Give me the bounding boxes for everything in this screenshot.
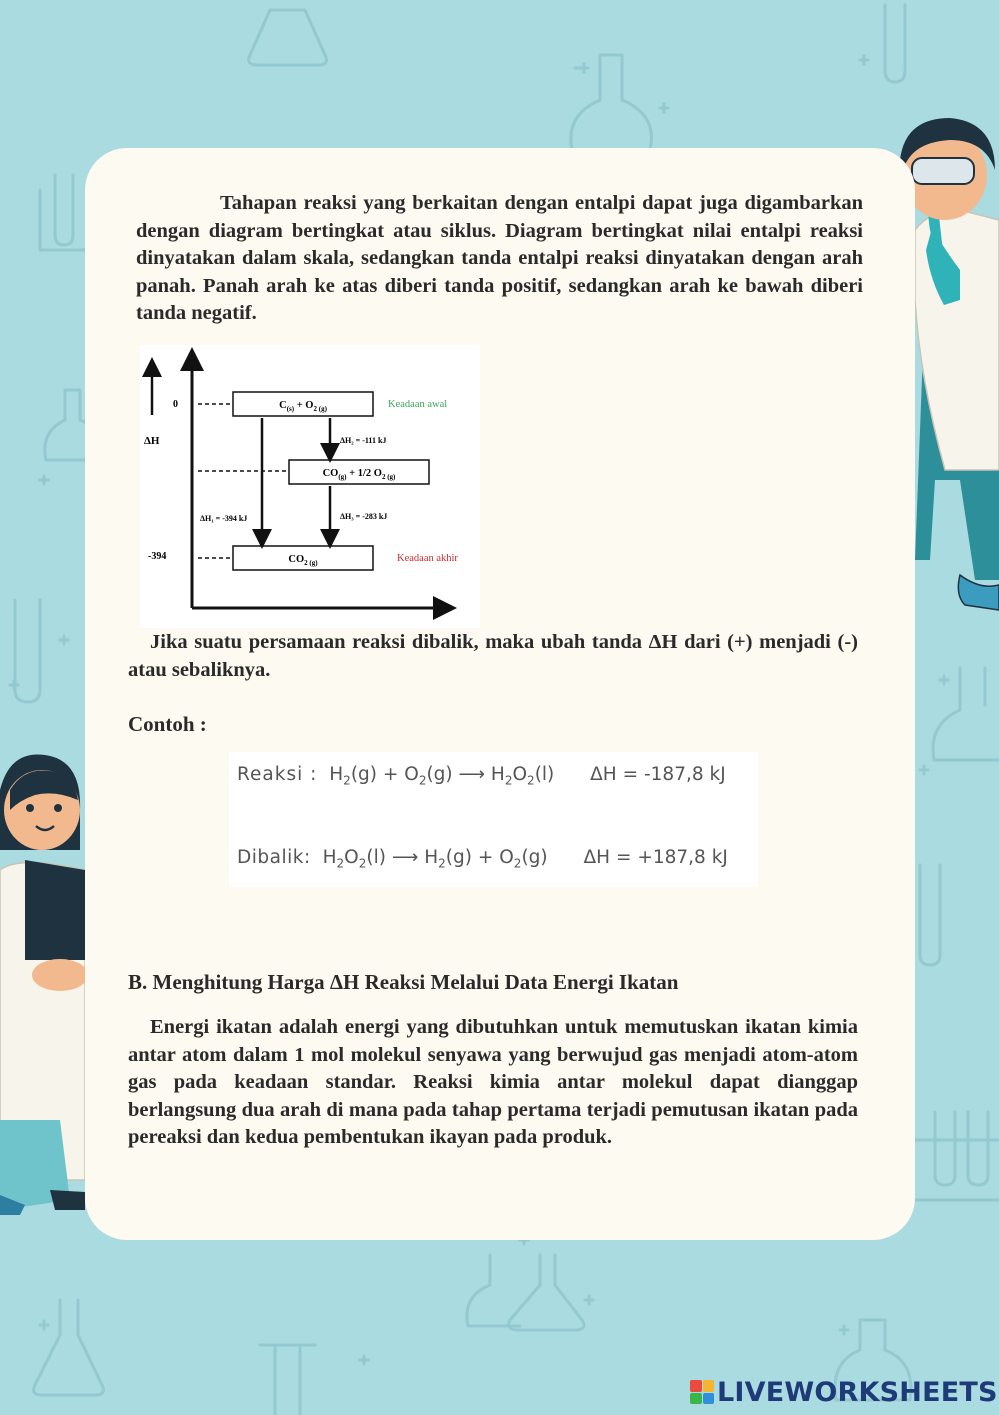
- dh3-label: ΔH₃ = -283 kJ: [340, 512, 388, 521]
- tube-rack-icon: [910, 1112, 999, 1200]
- level-zero-label: 0: [173, 399, 178, 410]
- test-tube-icon: [15, 600, 40, 702]
- flask-icon: [249, 10, 327, 65]
- dh2-label: ΔH₂ = -111 kJ: [340, 436, 387, 445]
- flask-icon: [34, 1300, 104, 1395]
- contoh-label: Contoh :: [128, 712, 207, 736]
- enthalpy-diagram: [140, 345, 480, 628]
- state-end-label: Keadaan akhir: [397, 553, 458, 564]
- liveworksheets-logo: [690, 1375, 998, 1409]
- test-tube-icon: [920, 865, 940, 965]
- scientist-character-left: [0, 754, 88, 1215]
- intro-paragraph: Tahapan reaksi yang berkaitan dengan entalpi dapat juga digambarkan dengan diagram bertingkat atau siklus. Diagram bertingkat nilai entalpi reaksi dinyatakan dalam skala, sedangkan tanda entalpi reaksi dinyatakan dengan arah panah. Panah arah ke atas diberi tanda positif, sedangkan arah ke bawah diberi tanda negatif.: [136, 192, 863, 324]
- level-394-label: -394: [148, 551, 167, 562]
- enthalpy-diagram-svg: [140, 345, 480, 628]
- example-equations: [229, 752, 758, 887]
- delta-h-axis-label: ΔH: [144, 435, 160, 447]
- reaction-reversed: Dibalik: $H_2O_2(l)$ ⟶ $H_2(g) + O_2(g) \Delta H = +187,8$ kJ: [237, 847, 728, 871]
- reverse-rule-paragraph: Jika suatu persamaan reaksi dibalik, maka ubah tanda ΔH dari (+) menjadi (-) atau sebaliknya.: [128, 631, 858, 681]
- brand-name: LIVEWORKSHEETS: [717, 1376, 998, 1408]
- test-tube-icon: [260, 1345, 315, 1415]
- svg-text:CO2 (g): $CO_{2 (g)}$: [288, 554, 318, 567]
- state-start-label: Keadaan awal: [388, 399, 448, 410]
- section-b-heading: B. Menghitung Harga ΔH Reaksi Melalui Data Energi Ikatan: [128, 970, 679, 994]
- reaction-forward: Reaksi : $H_2(g) + O_2(g)$ ⟶ $H_2O_2(l) \Delta H = -187,8$ kJ: [237, 764, 726, 788]
- bond-energy-paragraph: Energi ikatan adalah energi yang dibutuhkan untuk memutuskan ikatan kimia antar atom dalam 1 mol molekul senyawa yang berwujud gas menjadi atom-atom gas pada keadaan standar. Reaksi kimia antar molekul dapat dianggap berlangsung dua arah di mana pada tahap pertama terjadi pemutusan ikatan pada pereaksi dan kedua pembentukan ikayan pada produk.: [128, 1016, 858, 1148]
- svg-text:C(s) + O2 (g): $C_{(s)} + O_2$ (g): [279, 400, 327, 413]
- test-tube-icon: [885, 5, 905, 82]
- flask-icon: [509, 1255, 584, 1330]
- forward-dh: ΔH = -187,8 kJ: [590, 764, 726, 785]
- reversed-dh: ΔH = +187,8 kJ: [583, 847, 728, 868]
- dh1-label: ΔH₁ = -394 kJ: [200, 514, 248, 523]
- svg-text:CO(g) + 1/2 O2 (g): $CO_{(g)} + 1/2$ $O_2$ (g): [322, 468, 396, 481]
- logo-mark-icon: [690, 1380, 714, 1404]
